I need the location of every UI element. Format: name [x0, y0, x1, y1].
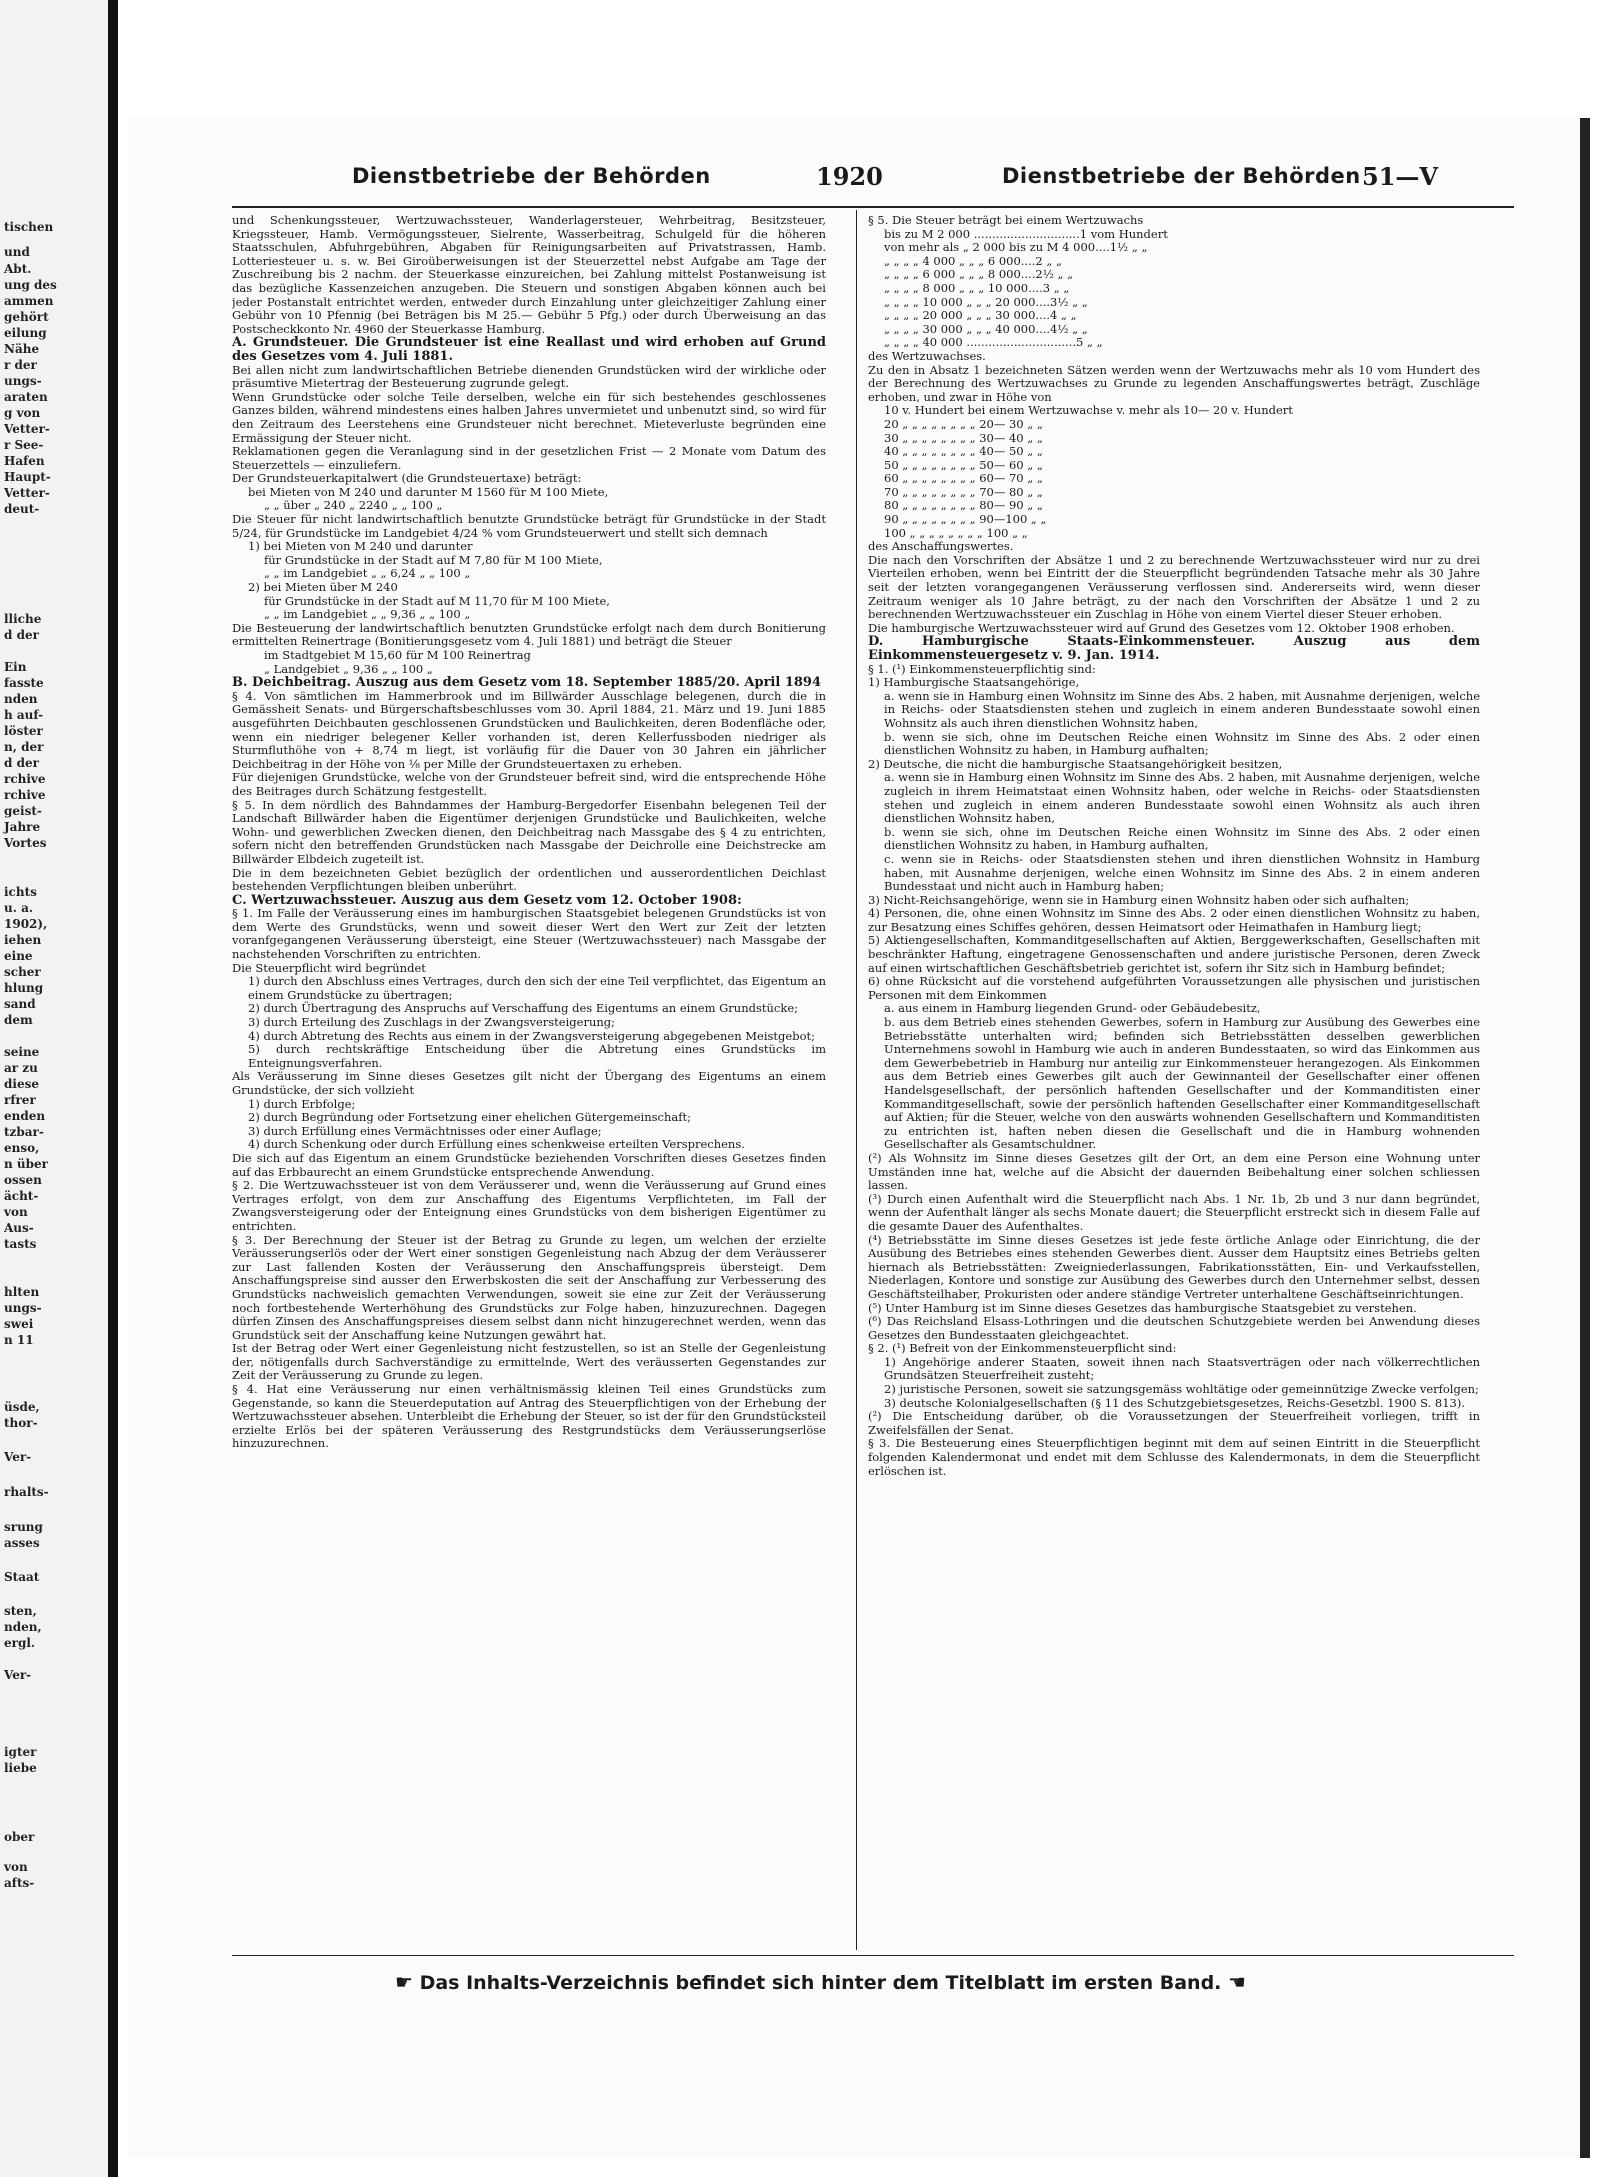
previous-page-fragment: ungs- — [4, 1301, 42, 1315]
right-column-paragraph: b. wenn sie sich, ohne im Deutschen Reiche einen Wohnsitz im Sinne des Abs. 2 oder einen dienstlichen Wohnsitz zu haben, in Hamburg aufhalten, — [884, 824, 1480, 853]
previous-page-fragment: seine — [4, 1045, 40, 1059]
previous-page-fragment: n über — [4, 1157, 48, 1171]
previous-page-fragment: iehen — [4, 933, 42, 947]
left-column-paragraph: „ Landgebiet „ 9,36 „ „ 100 „ — [264, 661, 433, 676]
previous-page-fragment: ossen — [4, 1173, 42, 1187]
previous-page-fragment: üsde, — [4, 1400, 40, 1414]
right-column-paragraph: „ „ „ „ 6 000 „ „ „ 8 000....2½ „ „ — [884, 267, 1074, 282]
previous-page-fragment: rchive — [4, 788, 46, 802]
right-column-paragraph: (⁶) Das Reichsland Elsass-Lothringen und die deutschen Schutzgebiete werden bei Anwendung dieses Gesetzes den Bundesstaaten gleichgeachtet. — [868, 1314, 1480, 1342]
previous-page-fragment: deut- — [4, 502, 40, 516]
section-heading: A. Grundsteuer. Die Grundsteuer ist eine Reallast und wird erhoben auf Grund des Gesetzes vom 4. Juli 1881. — [232, 335, 826, 364]
right-column-paragraph: § 2. (¹) Befreit von der Einkommensteuerpflicht sind: — [868, 1341, 1177, 1356]
previous-page-fragment: Haupt- — [4, 470, 51, 484]
right-column — [868, 214, 1480, 1949]
left-column-paragraph: 1) durch Erbfolge; — [248, 1096, 356, 1111]
right-column-paragraph: 2) Deutsche, die nicht die hamburgische Staatsangehörigkeit besitzen, — [868, 756, 1283, 771]
right-column-paragraph: 10 v. Hundert bei einem Wertzuwachse v. mehr als 10— 20 v. Hundert — [884, 403, 1293, 418]
previous-page-fragment: gehört — [4, 310, 49, 324]
previous-page-strip — [0, 0, 118, 2177]
left-column — [232, 214, 826, 1949]
previous-page-fragment: enso, — [4, 1141, 40, 1155]
right-column-paragraph: 6) ohne Rücksicht auf die vorstehend aufgeführten Voraussetzungen alle physischen und juristischen Personen mit dem Einkommen — [868, 974, 1480, 1002]
left-column-paragraph: 1) bei Mieten von M 240 und darunter — [248, 539, 473, 554]
previous-page-fragment: rhalts- — [4, 1485, 49, 1499]
right-column-paragraph: § 1. (¹) Einkommensteuerpflichtig sind: — [868, 661, 1096, 676]
previous-page-fragment: ungs- — [4, 374, 42, 388]
page-header — [232, 160, 1442, 196]
right-column-paragraph: „ „ „ „ 8 000 „ „ „ 10 000....3 „ „ — [884, 280, 1070, 295]
previous-page-fragment: Nähe — [4, 342, 40, 356]
previous-page-fragment: Vetter- — [4, 486, 50, 500]
section-heading: D. Hamburgische Staats-Einkommensteuer. Auszug aus dem Einkommensteuergesetz v. 9. Jan. 1914. — [868, 634, 1480, 663]
previous-page-fragment: diese — [4, 1077, 39, 1091]
previous-page-fragment: löster — [4, 724, 43, 738]
left-column-paragraph: Die Steuer für nicht landwirtschaftlich benutzte Grundstücke beträgt für Grundstücke in der Stadt 5/24, für Grundstücke im Landgebiet 4/24 % vom Grundsteuerwert und stellt sich demnach — [232, 512, 826, 540]
previous-page-fragment: swei — [4, 1317, 34, 1331]
header-rule — [232, 206, 1514, 208]
previous-page-fragment: Hafen — [4, 454, 45, 468]
left-column-paragraph: und Schenkungssteuer, Wertzuwachssteuer, Wanderlagersteuer, Wehrbeitrag, Besitzsteuer, Kriegssteuer, Hamb. Vermögungssteuer, Sielrente, Wasserbeitrag, Schulgeld für die höheren Staatsschulen, Abfuhrgebühren, Abgaben für Reinigungsarbeiten auf Privatstrassen, Hamb. Lotteriesteuer u. s. w. Bei Giroüberweisungen ist der Steuerzettel nebst Aufgabe am Tage der Zuschreibung bis 2 nachm. der Steuerkasse einzureichen, bei Zahlung mittelst Postanweisung ist das bezügliche Kassenzeichen anzugeben. Die Steuern und sonstigen Abgaben können auch bei jeder Postanstalt entrichtet werden, entweder durch Einzahlung unter gleichzeitiger Zahlung einer Gebühr von 10 Pfennig (bei Beträgen bis M 25.— Gebühr 5 Pfg.) oder durch Überweisung an das Postscheckkonto Nr. 4960 der Steuerkasse Hamburg. — [232, 214, 826, 336]
pointing-hand-right-icon: ☛ — [395, 1970, 413, 1994]
left-column-paragraph: § 4. Hat eine Veräusserung nur einen verhältnismässig kleinen Teil eines Grundstücks zum Gegenstande, so kann die Steuerdeputation auf Antrag des Steuerpflichtigen von der Erhebung der Wertzuwachssteuer absehen. Unterbleibt die Erhebung der Steuer, so ist der für den Grundstücksteil erzielte Erlös bei der späteren Veräusserung des Restgrundstücks dem Veräusserungserlöse hinzuzurechnen. — [232, 1382, 826, 1451]
right-column-paragraph: b. aus dem Betrieb eines stehenden Gewerbes, sofern in Hamburg zur Ausübung des Gewerbes eine Betriebsstätte unterhalten wird; befinden sich Betriebsstätten desselben gewerblichen Unternehmens sowohl in Hamburg wie auch in anderen Bundesstaaten, so wird das Einkommen aus dem Gewerbebetrieb in Hamburg nur anteilig zur Einkommensteuer herangezogen. Als Einkommen aus dem Betrieb eines Gewerbes gilt auch der Gewinnanteil der Gesellschafter einer offenen Handelsgesellschaft, der persönlich haftenden Gesellschafter und der Kommanditisten einer Kommanditgesellschaft, sowie der persönlich haftenden Gesellschafter einer Kommanditgesellschaft auf Aktien; für die Steuer, welche von den auswärts wohnenden Gesellschaftern und Kommanditisten zu entrichten ist, haften neben diesen die Gesellschaft und die in Hamburg wohnenden Gesellschafter als Gesamtschuldner. — [884, 1015, 1480, 1152]
previous-page-fragment: eilung — [4, 326, 47, 340]
right-column-paragraph: 50 „ „ „ „ „ „ „ „ 50— 60 „ „ — [884, 457, 1043, 472]
left-column-paragraph: § 5. In dem nördlich des Bahndammes der Hamburg-Bergedorfer Eisenbahn belegenen Teil der Landschaft Billwärder haben die Eigentümer derjenigen Grundstücke und Baulichkeiten, welche Wohn- und gewerblichen Zwecken dienen, den Deichbeitrag nach Massgabe des § 4 zu entrichten, sofern nicht den betreffenden Grundstücken nach Massgabe der Deichrolle eine Deichstrecke am Billwärder Elbdeich zugeteilt ist. — [232, 797, 826, 866]
right-column-paragraph: „ „ „ „ 30 000 „ „ „ 40 000....4½ „ „ — [884, 321, 1088, 336]
right-column-paragraph: 2) juristische Personen, soweit sie satzungsgemäss wohltätige oder gemeinnützige Zwecke verfolgen; — [884, 1382, 1479, 1397]
previous-page-fragment: igter — [4, 1745, 37, 1759]
right-column-paragraph: c. wenn sie in Reichs- oder Staatsdiensten stehen und ihren dienstlichen Wohnsitz in Hamburg haben, mit Ausnahme derjenigen, welche einen Wohnsitz im Sinne des Abs. 2 in einem anderen Bundesstaat und nicht auch in Hamburg haben; — [884, 851, 1480, 894]
previous-page-fragment: sten, — [4, 1604, 37, 1618]
previous-page-fragment: d der — [4, 628, 39, 642]
previous-page-fragment: ergl. — [4, 1636, 36, 1650]
previous-page-fragment: ung des — [4, 278, 57, 292]
right-column-paragraph: (²) Die Entscheidung darüber, ob die Voraussetzungen der Steuerfreiheit vorliegen, trifft in Zweifelsfällen der Senat. — [868, 1409, 1480, 1437]
previous-page-fragment: nden, — [4, 1620, 42, 1634]
right-column-paragraph: Die nach den Vorschriften der Absätze 1 und 2 zu berechnende Wertzuwachssteuer wird nur zu drei Vierteilen erhoben, wenn bei Eintritt der die Steuerpflicht begründenden Tatsache mehr als 30 Jahre seit der letzten vorangegangenen Veräusserung verflossen sind. Andererseits wird, wenn dieser Zeitraum weniger als 10 Jahre beträgt, zu der nach den Vorschriften der Absätze 1 und 2 zu berechnenden Wertzuwachssteuer ein Zuschlag in Höhe von einem Viertel dieser Steuer erhoben. — [868, 552, 1480, 622]
previous-page-fragment: srung — [4, 1520, 43, 1534]
previous-page-fragment: von — [4, 1205, 28, 1219]
left-column-paragraph: 2) durch Begründung oder Fortsetzung einer ehelichen Gütergemeinschaft; — [248, 1110, 691, 1125]
previous-page-fragment: Ver- — [4, 1450, 32, 1464]
left-column-paragraph: für Grundstücke in der Stadt auf M 7,80 für M 100 Miete, — [264, 552, 603, 567]
previous-page-fragment: hlten — [4, 1285, 40, 1299]
pointing-hand-left-icon: ☚ — [1228, 1970, 1246, 1994]
right-column-paragraph: 4) Personen, die, ohne einen Wohnsitz im Sinne des Abs. 2 oder einen dienstlichen Wohnsitz zu haben, zur Besatzung eines Schiffes gehören, dessen Heimatsort oder Heimathafen in Hamburg liegt; — [868, 906, 1480, 934]
footer-notice — [395, 1970, 1375, 1994]
previous-page-fragment: d der — [4, 756, 39, 770]
previous-page-fragment: thor- — [4, 1416, 38, 1430]
page-gutter — [108, 0, 118, 2177]
right-column-paragraph: „ „ „ „ 10 000 „ „ „ 20 000....3½ „ „ — [884, 294, 1088, 309]
left-column-paragraph: bei Mieten von M 240 und darunter M 1560 für M 100 Miete, — [248, 484, 609, 499]
previous-page-fragment: r See- — [4, 438, 44, 452]
left-column-paragraph: 3) durch Erfüllung eines Vermächtnisses oder einer Auflage; — [248, 1123, 602, 1138]
previous-page-fragment: n 11 — [4, 1333, 34, 1347]
right-column-paragraph: 90 „ „ „ „ „ „ „ „ 90—100 „ „ — [884, 512, 1047, 527]
right-column-paragraph: (³) Durch einen Aufenthalt wird die Steuerpflicht nach Abs. 1 Nr. 1b, 2b und 3 nur dann begründet, wenn der Aufenthalt länger als sechs Monate dauert; die Steuerpflicht erstreckt sich in diesem Falle auf die gesamte Dauer des Aufenthaltes. — [868, 1191, 1480, 1233]
previous-page-fragment: dem — [4, 1013, 33, 1027]
right-column-paragraph: „ „ „ „ 4 000 „ „ „ 6 000....2 „ „ — [884, 253, 1062, 268]
previous-page-fragment: Jahre — [4, 820, 41, 834]
right-column-paragraph: 3) Nicht-Reichsangehörige, wenn sie in Hamburg einen Wohnsitz haben oder sich aufhalten; — [868, 892, 1410, 907]
previous-page-fragment: ichts — [4, 885, 37, 899]
previous-page-fragment: 1902), — [4, 917, 48, 931]
right-column-paragraph: (²) Als Wohnsitz im Sinne dieses Gesetzes gilt der Ort, an dem eine Person eine Wohnung unter Umständen inne hat, welche auf die Absicht der dauernden Beibehaltung einer solchen schliessen lassen. — [868, 1150, 1480, 1193]
section-heading: C. Wertzuwachssteuer. Auszug aus dem Gesetz vom 12. October 1908: — [232, 892, 742, 908]
right-column-paragraph: a. wenn sie in Hamburg einen Wohnsitz im Sinne des Abs. 2 haben, mit Ausnahme derjenigen, welche in Reichs- oder Staatsdiensten stehen und zugleich in einem anderen Bundesstaate sowohl einen Wohnsitz als auch ihren dienstlichen Wohnsitz haben, — [884, 688, 1480, 730]
previous-page-fragment: Aus- — [4, 1221, 34, 1235]
previous-page-fragment: n, der — [4, 740, 44, 754]
previous-page-fragment: eine — [4, 949, 33, 963]
previous-page-fragment: rfrer — [4, 1093, 36, 1107]
section-heading: B. Deichbeitrag. Auszug aus dem Gesetz vom 18. September 1885/20. April 1894 — [232, 675, 821, 691]
page-edge — [1580, 118, 1590, 2158]
right-column-paragraph: b. wenn sie sich, ohne im Deutschen Reiche einen Wohnsitz im Sinne des Abs. 2 oder einen dienstlichen Wohnsitz zu haben, in Hamburg aufhalten; — [884, 729, 1480, 758]
previous-page-fragment: fasste — [4, 676, 44, 690]
left-column-paragraph: Reklamationen gegen die Veranlagung sind in der gesetzlichen Frist — 2 Monate vom Datum des Steuerzettels — einzuliefern. — [232, 444, 826, 472]
previous-page-fragment: lliche — [4, 612, 42, 626]
previous-page-fragment: enden — [4, 1109, 46, 1123]
left-column-paragraph: „ „ im Landgebiet „ „ 6,24 „ „ 100 „ — [264, 566, 471, 581]
left-column-paragraph: für Grundstücke in der Stadt auf M 11,70 für M 100 Miete, — [264, 593, 610, 608]
previous-page-fragment: ar zu — [4, 1061, 38, 1075]
right-column-paragraph: Die hamburgische Wertzuwachssteuer wird auf Grund des Gesetzes vom 12. Oktober 1908 erhoben. — [868, 620, 1455, 635]
right-column-paragraph: 20 „ „ „ „ „ „ „ „ 20— 30 „ „ — [884, 416, 1043, 431]
previous-page-fragment: liebe — [4, 1761, 37, 1775]
left-column-paragraph: § 1. Im Falle der Veräusserung eines im hamburgischen Staatsgebiet belegenen Grundstücks ist von dem Werte des Grundstücks, wenn und soweit dieser Wert den Wert zur Zeit der letzten voranfgegangenen Veräusserung übersteigt, eine Steuer (Wertzuwachssteuer) nach Massgabe der nachstehenden Vorschriften zu entrichten. — [232, 906, 826, 962]
right-column-paragraph: des Wertzuwachses. — [868, 348, 986, 363]
left-column-paragraph: 2) bei Mieten über M 240 — [248, 580, 398, 595]
previous-page-fragment: sand — [4, 997, 36, 1011]
previous-page-fragment: Vetter- — [4, 422, 50, 436]
left-column-paragraph: Für diejenigen Grundstücke, welche von der Grundsteuer befreit sind, wird die entsprechende Höhe des Beitrages durch Schätzung festgestellt. — [232, 770, 826, 798]
header-year: 1920 — [816, 162, 883, 191]
previous-page-fragment: nden — [4, 692, 38, 706]
previous-page-fragment: Ver- — [4, 1668, 32, 1682]
left-column-paragraph: 2) durch Übertragung des Anspruchs auf Verschaffung des Eigentums an einem Grundstücke; — [248, 1001, 799, 1016]
previous-page-fragment: r der — [4, 358, 37, 372]
previous-page-fragment: araten — [4, 390, 48, 404]
left-column-paragraph: Die sich auf das Eigentum an einem Grundstücke beziehenden Vorschriften dieses Gesetzes finden auf das Erbbaurecht an einem Grundstücke entsprechende Anwendung. — [232, 1150, 826, 1179]
previous-page-fragment: tzbar- — [4, 1125, 44, 1139]
left-column-paragraph: 3) durch Erteilung des Zuschlags in der Zwangsversteigerung; — [248, 1015, 615, 1030]
previous-page-fragment: ober — [4, 1830, 35, 1844]
previous-page-fragment: Abt. — [4, 262, 32, 276]
left-column-paragraph: § 2. Die Wertzuwachssteuer ist von dem Veräusserer und, wenn die Veräusserung auf Grund eines Vertrages erfolgt, von dem zur Anschaffung des Eigentums Verpflichteten, im Fall der Zwangsversteigerung oder der Enteignung eines Grundstücks von dem bisherigen Eigentümer zu entrichten. — [232, 1178, 826, 1233]
left-column-paragraph: 5) durch rechtskräftige Entscheidung über die Abtretung eines Grundstücks im Enteignungsverfahren. — [248, 1042, 826, 1070]
previous-page-fragment: und — [4, 245, 30, 259]
right-column-paragraph: des Anschaffungswertes. — [868, 539, 1014, 554]
previous-page-fragment: Staat — [4, 1570, 40, 1584]
column-divider — [856, 210, 857, 1950]
right-column-paragraph: 1) Hamburgische Staatsangehörige, — [868, 675, 1080, 690]
right-column-paragraph: 60 „ „ „ „ „ „ „ „ 60— 70 „ „ — [884, 471, 1043, 486]
previous-page-fragment: tischen — [4, 220, 54, 234]
footer-rule — [232, 1955, 1514, 1956]
left-column-paragraph: 4) durch Schenkung oder durch Erfüllung eines schenkweise erteilten Versprechens. — [248, 1137, 745, 1152]
right-column-paragraph: 1) Angehörige anderer Staaten, soweit ihnen nach Staatsverträgen oder nach völkerrechtlichen Grundsätzen Steuerfreiheit zusteht; — [884, 1354, 1480, 1383]
right-column-paragraph: § 3. Die Besteuerung eines Steuerpflichtigen beginnt mit dem auf seinen Eintritt in die Steuerpflicht folgenden Kalendermonat und endet mit dem Schlusse des Kalendermonats, in dem die Steuerpflicht erlöschen ist. — [868, 1436, 1480, 1478]
previous-page-fragment: rchive — [4, 772, 46, 786]
left-column-paragraph: Bei allen nicht zum landwirtschaftlichen Betriebe dienenden Grundstücken wird der wirkliche oder präsumtive Mietertrag der Besteuerung zugrunde gelegt. — [232, 362, 826, 391]
header-right-title: Dienstbetriebe der Behörden — [1002, 164, 1361, 188]
left-column-paragraph: Die Besteuerung der landwirtschaftlich benutzten Grundstücke erfolgt nach dem durch Bonitierung ermittelten Reinertrage (Bonitierungsgesetz vom 4. Juli 1881) und beträgt die Steuer — [232, 620, 826, 649]
left-column-paragraph: 1) durch den Abschluss eines Vertrages, durch den sich der eine Teil verpflichtet, das Eigentum an einem Grundstücke zu übertragen; — [248, 974, 826, 1002]
left-column-paragraph: § 3. Der Berechnung der Steuer ist der Betrag zu Grunde zu legen, um welchen der erzielte Veräusserungserlös oder der Wert einer sonstigen Gegenleistung nach Abzug der dem Veräusserer zur Last fallenden Kosten der Veräusserung den Anschaffungspreis übersteigt. Dem Anschaffungspreise sind ausser den Erwerbskosten die seit der Anschaffung zur Verbesserung des Grundstücks nachweislich gemachten Verwendungen, soweit sie eine zur Zeit der Veräusserung noch fortbestehende Werterhöhung des Grundstücks zur Folge haben, hinzuzurechnen. Dagegen dürfen Zinsen des Anschaffungspreises diesem selbst dann nicht hinzugerechnet werden, wenn das Grundstück seit der Anschaffung keine Nutzungen gewährt hat. — [232, 1232, 826, 1342]
previous-page-fragment: Ein — [4, 660, 27, 674]
left-column-paragraph: § 4. Von sämtlichen im Hammerbrook und im Billwärder Ausschlage belegenen, durch die in Gemässheit Senats- und Bürgerschaftsbeschlusses vom 30. April 1884, 21. März und 19. Juni 1885 ausgeführten Deichbauten geschlossenen Grundstücken und Baulichkeiten, deren Bodenfläche oder, wenn ein niedriger belegener Keller vorhanden ist, deren Kellerfussboden niedriger als Sturmfluthöhe von + 8,74 m liegt, ist vorläufig für die Dauer von 30 Jahren ein jährlicher Deichbeitrag in der Höhe von ⅛ per Mille der Grundsteuertaxen zu erheben. — [232, 688, 826, 771]
left-column-paragraph: im Stadtgebiet M 15,60 für M 100 Reinertrag — [264, 648, 531, 662]
left-column-paragraph: Ist der Betrag oder Wert einer Gegenleistung nicht festzustellen, so ist an Stelle der Gegenleistung der, nötigenfalls durch Sachverständige zu ermittelnde, Wert des veräusserten Gegenstandes zur Zeit der Veräusserung zu Grunde zu legen. — [232, 1341, 826, 1383]
right-column-paragraph: a. wenn sie in Hamburg einen Wohnsitz im Sinne des Abs. 2 haben, mit Ausnahme derjenigen, welche zugleich in ihrem Heimatstaat einen Wohnsitz haben, oder welche in Reichs- oder Staatsdiensten stehen und zugleich in einem anderen Bundesstaate sowohl einen Wohnsitz als auch ihren dienstlichen Wohnsitz haben, — [884, 770, 1480, 826]
right-column-paragraph: 5) Aktiengesellschaften, Kommanditgesellschaften auf Aktien, Berggewerkschaften, Gesellschaften mit beschränkter Haftung, eingetragene Genossenschaften und andere juristische Personen, deren Zweck auf einen wirtschaftlichen Geschäftsbetrieb gerichtet ist, sofern ihr Sitz sich in Hamburg befindet; — [868, 933, 1480, 975]
right-column-paragraph: Zu den in Absatz 1 bezeichneten Sätzen werden wenn der Wertzuwachs mehr als 10 vom Hundert des der Berechnung des Wertzuwachses zu Grunde zu legenden Anschaffungswertes beträgt, Zuschläge erhoben, und zwar in Höhe von — [868, 362, 1480, 404]
left-column-paragraph: Als Veräusserung im Sinne dieses Gesetzes gilt nicht der Übergang des Eigentums an einem Grundstücke, der sich vollzieht — [232, 1069, 826, 1097]
header-left-title: Dienstbetriebe der Behörden — [352, 164, 711, 188]
previous-page-fragment: hlung — [4, 981, 44, 995]
right-column-paragraph: „ „ „ „ 20 000 „ „ „ 30 000....4 „ „ — [884, 308, 1077, 323]
page-number: 51—V — [1362, 162, 1439, 191]
previous-page-fragment: asses — [4, 1536, 40, 1550]
right-column-paragraph: 30 „ „ „ „ „ „ „ „ 30— 40 „ „ — [884, 430, 1043, 445]
right-column-paragraph: a. aus einem in Hamburg liegenden Grund- oder Gebäudebesitz, — [884, 1001, 1261, 1016]
left-column-paragraph: Die Steuerpflicht wird begründet — [232, 960, 426, 975]
right-column-paragraph: 70 „ „ „ „ „ „ „ „ 70— 80 „ „ — [884, 484, 1043, 499]
right-column-paragraph: (⁴) Betriebsstätte im Sinne dieses Gesetzes ist jede feste örtliche Anlage oder Einrichtung, die der Ausübung des Betriebes eines stehenden Gewerbes dient. Ausser dem Hauptsitz eines Betriebs gelten hiernach als Betriebsstätten: Zweigniederlassungen, Fabrikationsstätten, Ein- und Verkaufsstellen, Niederlagen, Kontore und sonstige zur Ausübung des Gewerbes durch den Unternehmer selbst, dessen Geschäftsteilhaber, Prokuristen oder andere ständige Vertreter unterhaltene Geschäftseinrichtungen. — [868, 1232, 1480, 1301]
previous-page-fragment: scher — [4, 965, 41, 979]
previous-page-fragment: h auf- — [4, 708, 44, 722]
left-column-paragraph: Die in dem bezeichneten Gebiet bezüglich der ordentlichen und ausserordentlichen Deichlast bestehenden Verpflichtungen bleiben unberührt. — [232, 865, 826, 894]
previous-page-fragment: geist- — [4, 804, 42, 818]
previous-page-fragment: g von — [4, 406, 41, 420]
previous-page-fragment: von — [4, 1860, 28, 1874]
right-column-paragraph: 40 „ „ „ „ „ „ „ „ 40— 50 „ „ — [884, 444, 1043, 459]
left-column-paragraph: 4) durch Abtretung des Rechts aus einem in der Zwangsversteigerung abgegebenen Meistgebot; — [248, 1028, 816, 1043]
footer-text: Das Inhalts-Verzeichnis befindet sich hinter dem Titelblatt im ersten Band. — [419, 1972, 1222, 1994]
right-column-paragraph: bis zu M 2 000 .............................1 vom Hundert — [884, 226, 1168, 241]
previous-page-fragment: ächt- — [4, 1189, 39, 1203]
previous-page-fragment: Vortes — [4, 836, 47, 850]
right-column-paragraph: § 5. Die Steuer beträgt bei einem Wertzuwachs — [868, 214, 1144, 227]
previous-page-fragment: tasts — [4, 1237, 37, 1251]
previous-page-fragment: afts- — [4, 1876, 35, 1890]
right-column-paragraph: 3) deutsche Kolonialgesellschaften (§ 11 des Schutzgebietsgesetzes, Reichs-Gesetzbl. 1900 S. 813). — [884, 1395, 1465, 1410]
right-column-paragraph: 100 „ „ „ „ „ „ „ „ 100 „ „ — [884, 525, 1028, 540]
left-column-paragraph: „ „ über „ 240 „ 2240 „ „ 100 „ — [264, 498, 443, 513]
left-column-paragraph: Wenn Grundstücke oder solche Teile derselben, welche ein für sich bestehendes geschlossenes Ganzes bilden, während mindestens eines halben Jahres unvermietet und unbenutzt sind, so wird für den Zeitraum des Leerstehens eine Grundsteuer nicht berechnet. Mieteverluste begründen eine Ermässigung der Steuer nicht. — [232, 389, 826, 445]
right-column-paragraph: von mehr als „ 2 000 bis zu M 4 000....1½ „ „ — [884, 240, 1148, 255]
left-column-paragraph: „ „ im Landgebiet „ „ 9,36 „ „ 100 „ — [264, 607, 471, 622]
previous-page-fragment: ammen — [4, 294, 54, 308]
left-column-paragraph: Der Grundsteuerkapitalwert (die Grundsteuertaxe) beträgt: — [232, 471, 582, 486]
right-column-paragraph: 80 „ „ „ „ „ „ „ „ 80— 90 „ „ — [884, 498, 1043, 513]
right-column-paragraph: „ „ „ „ 40 000 ..............................5 „ „ — [884, 335, 1103, 350]
previous-page-fragment: u. a. — [4, 901, 34, 915]
right-column-paragraph: (⁵) Unter Hamburg ist im Sinne dieses Gesetzes das hamburgische Staatsgebiet zu verstehen. — [868, 1300, 1417, 1315]
